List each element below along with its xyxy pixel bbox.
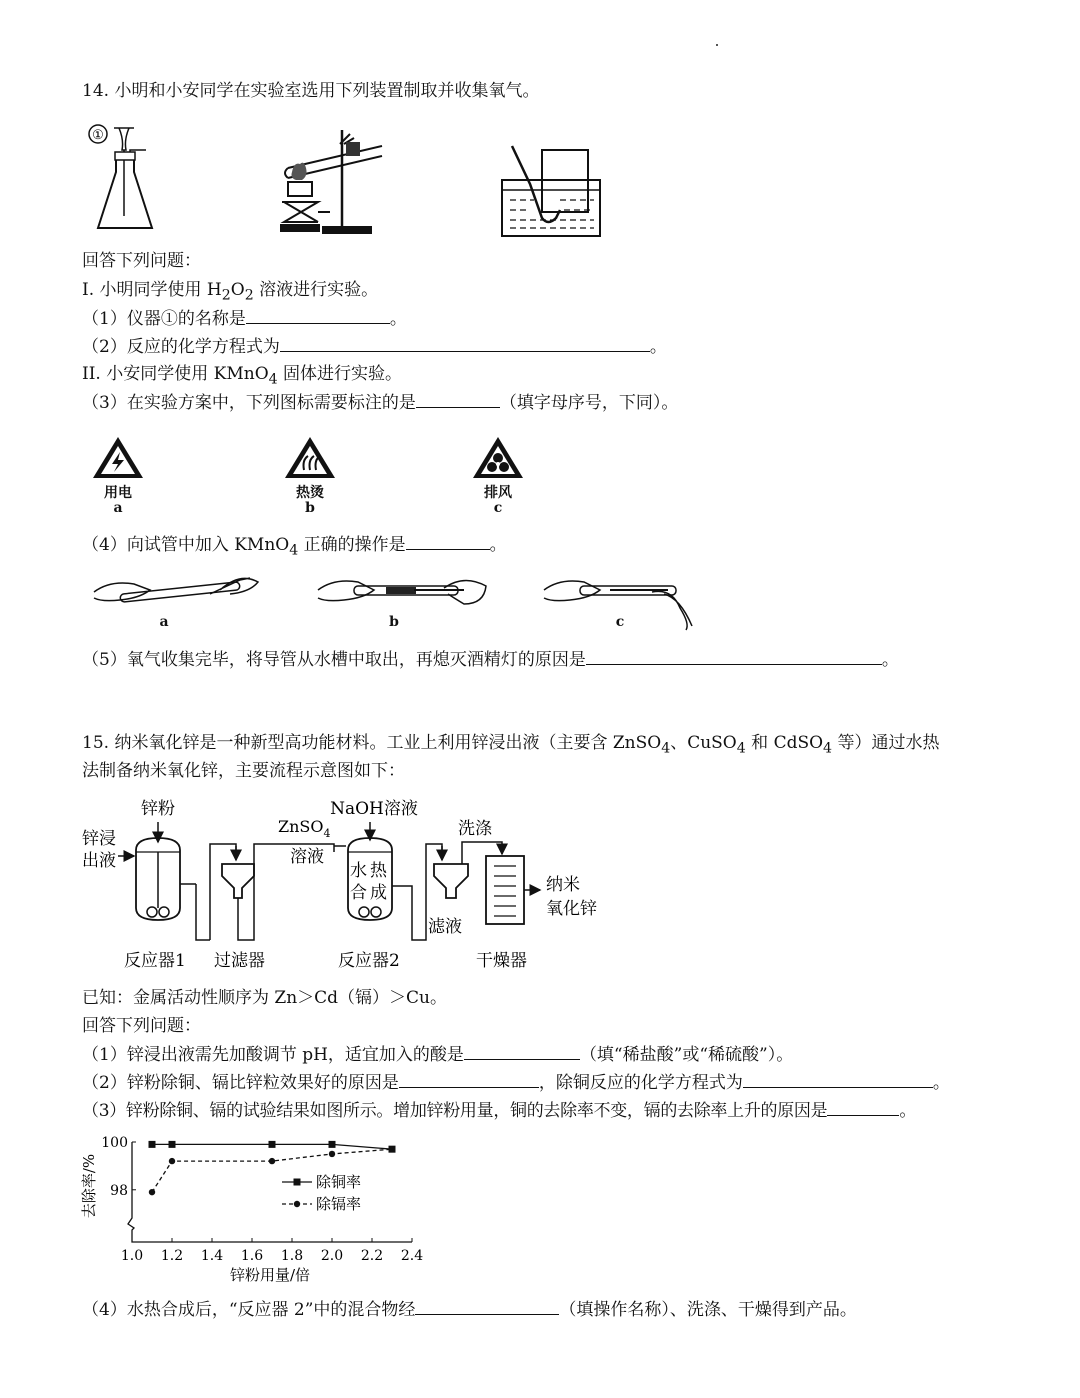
icon-label: 用电 [104, 485, 132, 501]
q14-sub4-sub: 4 [289, 542, 299, 559]
q14-sub1-text: （1）仪器①的名称是 [82, 309, 246, 329]
answer-blank[interactable] [415, 1298, 559, 1315]
q14-sub5-text: 。 [881, 650, 899, 670]
ventilation-fan-icon [470, 434, 526, 480]
q15-title-text: 和 CdSO [745, 733, 824, 753]
q15-sub2-text: （2）锌粉除铜、镉比锌粒效果好的原因是 [82, 1073, 399, 1093]
q15-sub4-text: （填操作名称）、洗涤、干燥得到产品。 [559, 1300, 857, 1320]
label-filter: 过滤器 [214, 951, 265, 971]
q14-title-text: 14. 小明和小安同学在实验室选用下列装置制取并收集氧气。 [82, 81, 540, 101]
label-solution: 溶液 [290, 847, 324, 867]
q14-answer-intro-text: 回答下列问题： [82, 251, 201, 271]
answer-blank[interactable] [743, 1071, 933, 1088]
q14-sub2 [82, 335, 667, 358]
q14-part1-text: I. 小明同学使用 H [82, 280, 222, 300]
chart-point [149, 1189, 155, 1195]
chart-x-tick-label: 1.8 [280, 1248, 304, 1264]
q14-part1 [82, 279, 378, 306]
q15-title-sub: 4 [736, 740, 746, 757]
removal-rate-chart [76, 1130, 426, 1286]
q15-sub2-text: ，除铜反应的化学方程式为 [538, 1073, 743, 1093]
chart-axes [128, 1142, 412, 1242]
q14-part1-sub: 2 [244, 287, 254, 304]
chart-x-tick-label: 1.2 [160, 1248, 184, 1264]
q14-part2-text: 固体进行实验。 [277, 364, 403, 384]
q14-sub4-text: 。 [489, 535, 507, 555]
label-naoh-solution: NaOH溶液 [330, 799, 418, 819]
q14-sub2-text: （2）反应的化学方程式为 [82, 337, 280, 357]
conical-flask-figure [86, 120, 166, 238]
q14-title [82, 80, 539, 102]
chart-point [149, 1141, 156, 1148]
label-hydrothermal: 成 [370, 883, 387, 903]
q15-sub3-text: 。 [899, 1101, 917, 1121]
hot-surface-icon [282, 434, 338, 480]
chart-point [269, 1158, 275, 1164]
chart-point [269, 1141, 276, 1148]
chart-y-axis-label: 去除率/% [80, 1153, 98, 1219]
chart-x-tick-label: 2.0 [320, 1248, 344, 1264]
heating-stand-figure [278, 124, 390, 240]
chart-y-tick-label: 98 [110, 1182, 128, 1199]
q15-sub3 [82, 1099, 916, 1122]
q14-sub2-text: 。 [649, 337, 667, 357]
chart-x-tick-label: 2.4 [400, 1248, 424, 1264]
label-znso4-sub: 4 [323, 827, 331, 840]
q15-sub2-text: 。 [932, 1073, 950, 1093]
label-zinc-powder: 锌粉 [141, 799, 175, 819]
chart-point [169, 1158, 175, 1164]
label-hydrothermal: 合 [350, 883, 367, 903]
chart-legend-marker [294, 1201, 300, 1207]
chart-point [389, 1146, 395, 1152]
icon-label: 排风 [484, 485, 512, 501]
water-trough-figure [500, 144, 604, 238]
q15-title-text: 法制备纳米氧化锌，主要流程示意图如下： [82, 761, 405, 781]
chart-x-tick-label: 1.6 [240, 1248, 264, 1264]
q15-sub3-text: （3）锌粉除铜、镉的试验结果如图所示。增加锌粉用量，铜的去除率不变，镉的去除率上升的原因是 [82, 1101, 828, 1121]
q15-sub1-text: （填“稀盐酸”或“稀硫酸”）。 [579, 1045, 794, 1065]
q14-part1-sub: 2 [221, 287, 231, 304]
operation-b-figure [314, 568, 494, 612]
q15-title-sub: 4 [823, 740, 833, 757]
q14-sub5-text: （5）氧气收集完毕，将导管从水槽中取出，再熄灭酒精灯的原因是 [82, 650, 586, 670]
icon-label: 热烫 [296, 485, 324, 501]
chart-x-tick-label: 2.2 [360, 1248, 384, 1264]
process-flow-diagram [78, 790, 638, 976]
icon-letter: a [113, 500, 123, 516]
q15-sub1 [82, 1043, 793, 1066]
operation-letter: b [389, 614, 399, 630]
label-filtrate: 滤液 [428, 917, 462, 937]
answer-blank[interactable] [827, 1099, 899, 1116]
q15-sub4 [82, 1298, 857, 1321]
chart-x-tick-label: 1.0 [120, 1248, 144, 1264]
icon-letter: b [305, 500, 315, 516]
answer-blank[interactable] [406, 533, 490, 550]
icon-letter: c [493, 500, 503, 516]
q15-sub2 [82, 1071, 950, 1094]
answer-blank[interactable] [586, 648, 882, 665]
operation-letter: c [615, 614, 625, 630]
filter-2 [434, 864, 468, 898]
q14-part2 [82, 363, 402, 390]
q14-sub4 [82, 533, 507, 561]
label-wash: 洗涤 [458, 819, 492, 839]
label-nano-zno: 氧化锌 [546, 899, 597, 919]
apparatus-mark: ① [92, 128, 104, 143]
q15-sub1-text: （1）锌浸出液需先加酸调节 pH，适宜加入的酸是 [82, 1045, 464, 1065]
label-znso4 [278, 817, 331, 840]
q14-sub5 [82, 648, 899, 671]
label-reactor-2: 反应器2 [338, 951, 400, 971]
q15-sub4-text: （4）水热合成后，“反应器 2”中的混合物经 [82, 1300, 416, 1320]
chart-point [169, 1141, 176, 1148]
label-nano-zno: 纳米 [546, 875, 580, 895]
q14-sub1 [82, 307, 407, 330]
chart-y-tick-label: 100 [101, 1135, 128, 1151]
q14-sub3-text: （填字母序号，下同）。 [499, 393, 679, 413]
answer-blank[interactable] [246, 307, 390, 324]
label-hydrothermal: 热 [370, 861, 387, 881]
q14-sub4-text: （4）向试管中加入 KMnO [82, 535, 290, 555]
q14-part2-sub: 4 [268, 371, 278, 388]
chart-x-tick-label: 1.4 [200, 1248, 224, 1264]
chart-legend-label: 除镉率 [316, 1195, 362, 1213]
q15-title-line1 [82, 732, 939, 759]
chart-legend-marker [294, 1179, 301, 1186]
chart-point [329, 1141, 336, 1148]
q14-answer-intro [82, 250, 201, 272]
q15-known-text: 已知：金属活动性顺序为 Zn＞Cd（镉）＞Cu。 [82, 988, 448, 1008]
q14-part1-text: 溶液进行实验。 [253, 280, 379, 300]
q14-part1-text: O [230, 280, 245, 300]
q14-sub3-text: （3）在实验方案中，下列图标需要标注的是 [82, 393, 416, 413]
q15-known [82, 987, 447, 1009]
q15-answer-intro-text: 回答下列问题： [82, 1016, 201, 1036]
answer-blank[interactable] [399, 1071, 539, 1088]
q15-title-line2 [82, 760, 405, 782]
q14-sub4-text: 正确的操作是 [298, 535, 406, 555]
label-znso4-text: ZnSO [278, 817, 324, 836]
label-hydrothermal: 水 [350, 861, 367, 881]
answer-blank[interactable] [280, 335, 650, 352]
q14-sub3 [82, 391, 678, 414]
speck [716, 44, 718, 46]
q15-answer-intro [82, 1015, 201, 1037]
label-leach-liquid: 锌浸 [82, 829, 116, 849]
q15-title-text: 15. 纳米氧化锌是一种新型高功能材料。工业上利用锌浸出液（主要含 ZnSO [82, 733, 662, 753]
operation-a-figure [90, 568, 266, 612]
answer-blank[interactable] [464, 1043, 580, 1060]
chart-point [329, 1151, 335, 1157]
answer-blank[interactable] [416, 391, 500, 408]
label-leach-liquid: 出液 [82, 851, 116, 871]
q14-part2-text: II. 小安同学使用 KMnO [82, 364, 269, 384]
label-dryer: 干燥器 [476, 951, 527, 971]
chart-legend-label: 除铜率 [316, 1173, 362, 1191]
electricity-icon [90, 434, 146, 480]
q15-title-sub: 4 [661, 740, 671, 757]
label-reactor-1: 反应器1 [124, 951, 186, 971]
q15-title-text: 、CuSO [670, 733, 737, 753]
filter [222, 864, 254, 898]
chart-x-axis-label: 锌粉用量/倍 [229, 1266, 311, 1284]
q14-sub1-text: 。 [389, 309, 407, 329]
q15-title-text: 等）通过水热 [832, 733, 940, 753]
operation-letter: a [159, 614, 169, 630]
